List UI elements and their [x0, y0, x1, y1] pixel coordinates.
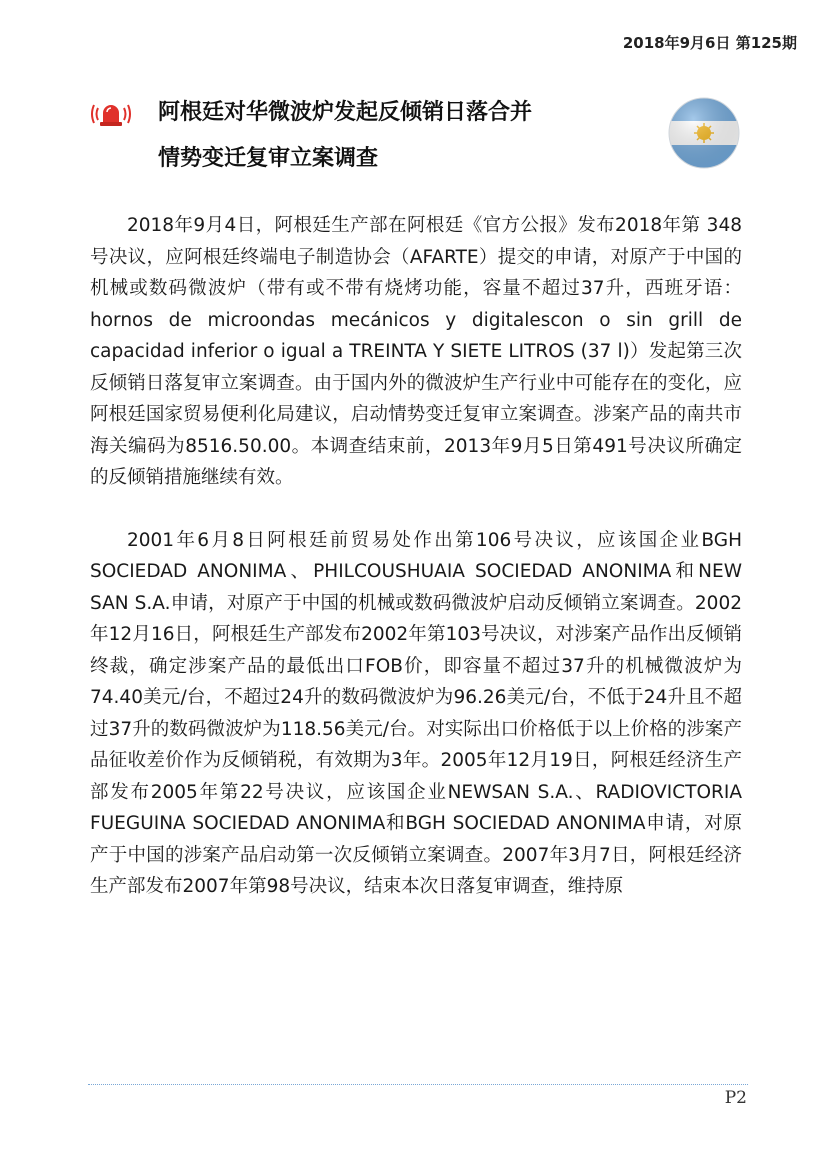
- paragraph: 2001年6月8日阿根廷前贸易处作出第106号决议，应该国企业BGH SOCIEDAD ANONIMA、PHILCOUSHUAIA SOCIEDAD ANONIMA和NEW SAN S.A.申请，对原产于中国的机械或数码微波炉启动反倾销立案调查。2002年12月16日，阿根廷生产部发布2002年第103号决议，对涉案产品作出反倾销终裁，确定涉案产品的最低出口FOB价，即容量不超过37升的机械微波炉为74.40美元/台，不超过24升的数码微波炉为96.26美元/台，不低于24升且不超过37升的数码微波炉为118.56美元/台。对实际出口价格低于以上价格的涉案产品征收差价作为反倾销税，有效期为3年。2005年12月19日，阿根廷经济生产部发布2005年第22号决议，应该国企业NEWSAN S.A.、RADIOVICTORIA FUEGUINA SOCIEDAD ANONIMA和BGH SOCIEDAD ANONIMA申请，对原产于中国的涉案产品启动第一次反倾销立案调查。2007年3月7日，阿根廷经济生产部发布2007年第98号决议，结束本次日落复审调查，维持原: [90, 529, 742, 897]
- title-line-2: 情势变迁复审立案调查: [158, 146, 379, 171]
- article-body: [90, 210, 742, 934]
- page-number: P2: [724, 1088, 747, 1108]
- article-title: [158, 90, 638, 182]
- footer-divider: [88, 1084, 748, 1085]
- title-line-1: 阿根廷对华微波炉发起反倾销日落合并: [158, 100, 533, 125]
- argentina-flag-icon: [668, 97, 740, 169]
- alarm-bell-icon: [90, 98, 132, 130]
- issue-date: 2018年9月6日 第125期: [622, 34, 797, 52]
- paragraph: 2018年9月4日，阿根廷生产部在阿根廷《官方公报》发布2018年第 348号决议，应阿根廷终端电子制造协会（AFARTE）提交的申请，对原产于中国的机械或数码微波炉（带有或不带有烧烤功能，容量不超过37升，西班牙语：hornos de microondas mecánicos y digitalescon o sin grill de capacidad inferior o igual a TREINTA Y SIETE LITROS (37 l)）发起第三次反倾销日落复审立案调查。由于国内外的微波炉生产行业中可能存在的变化，应阿根廷国家贸易便利化局建议，启动情势变迁复审立案调查。涉案产品的南共市海关编码为8516.50.00。本调查结束前，2013年9月5日第491号决议所确定的反倾销措施继续有效。: [90, 215, 742, 488]
